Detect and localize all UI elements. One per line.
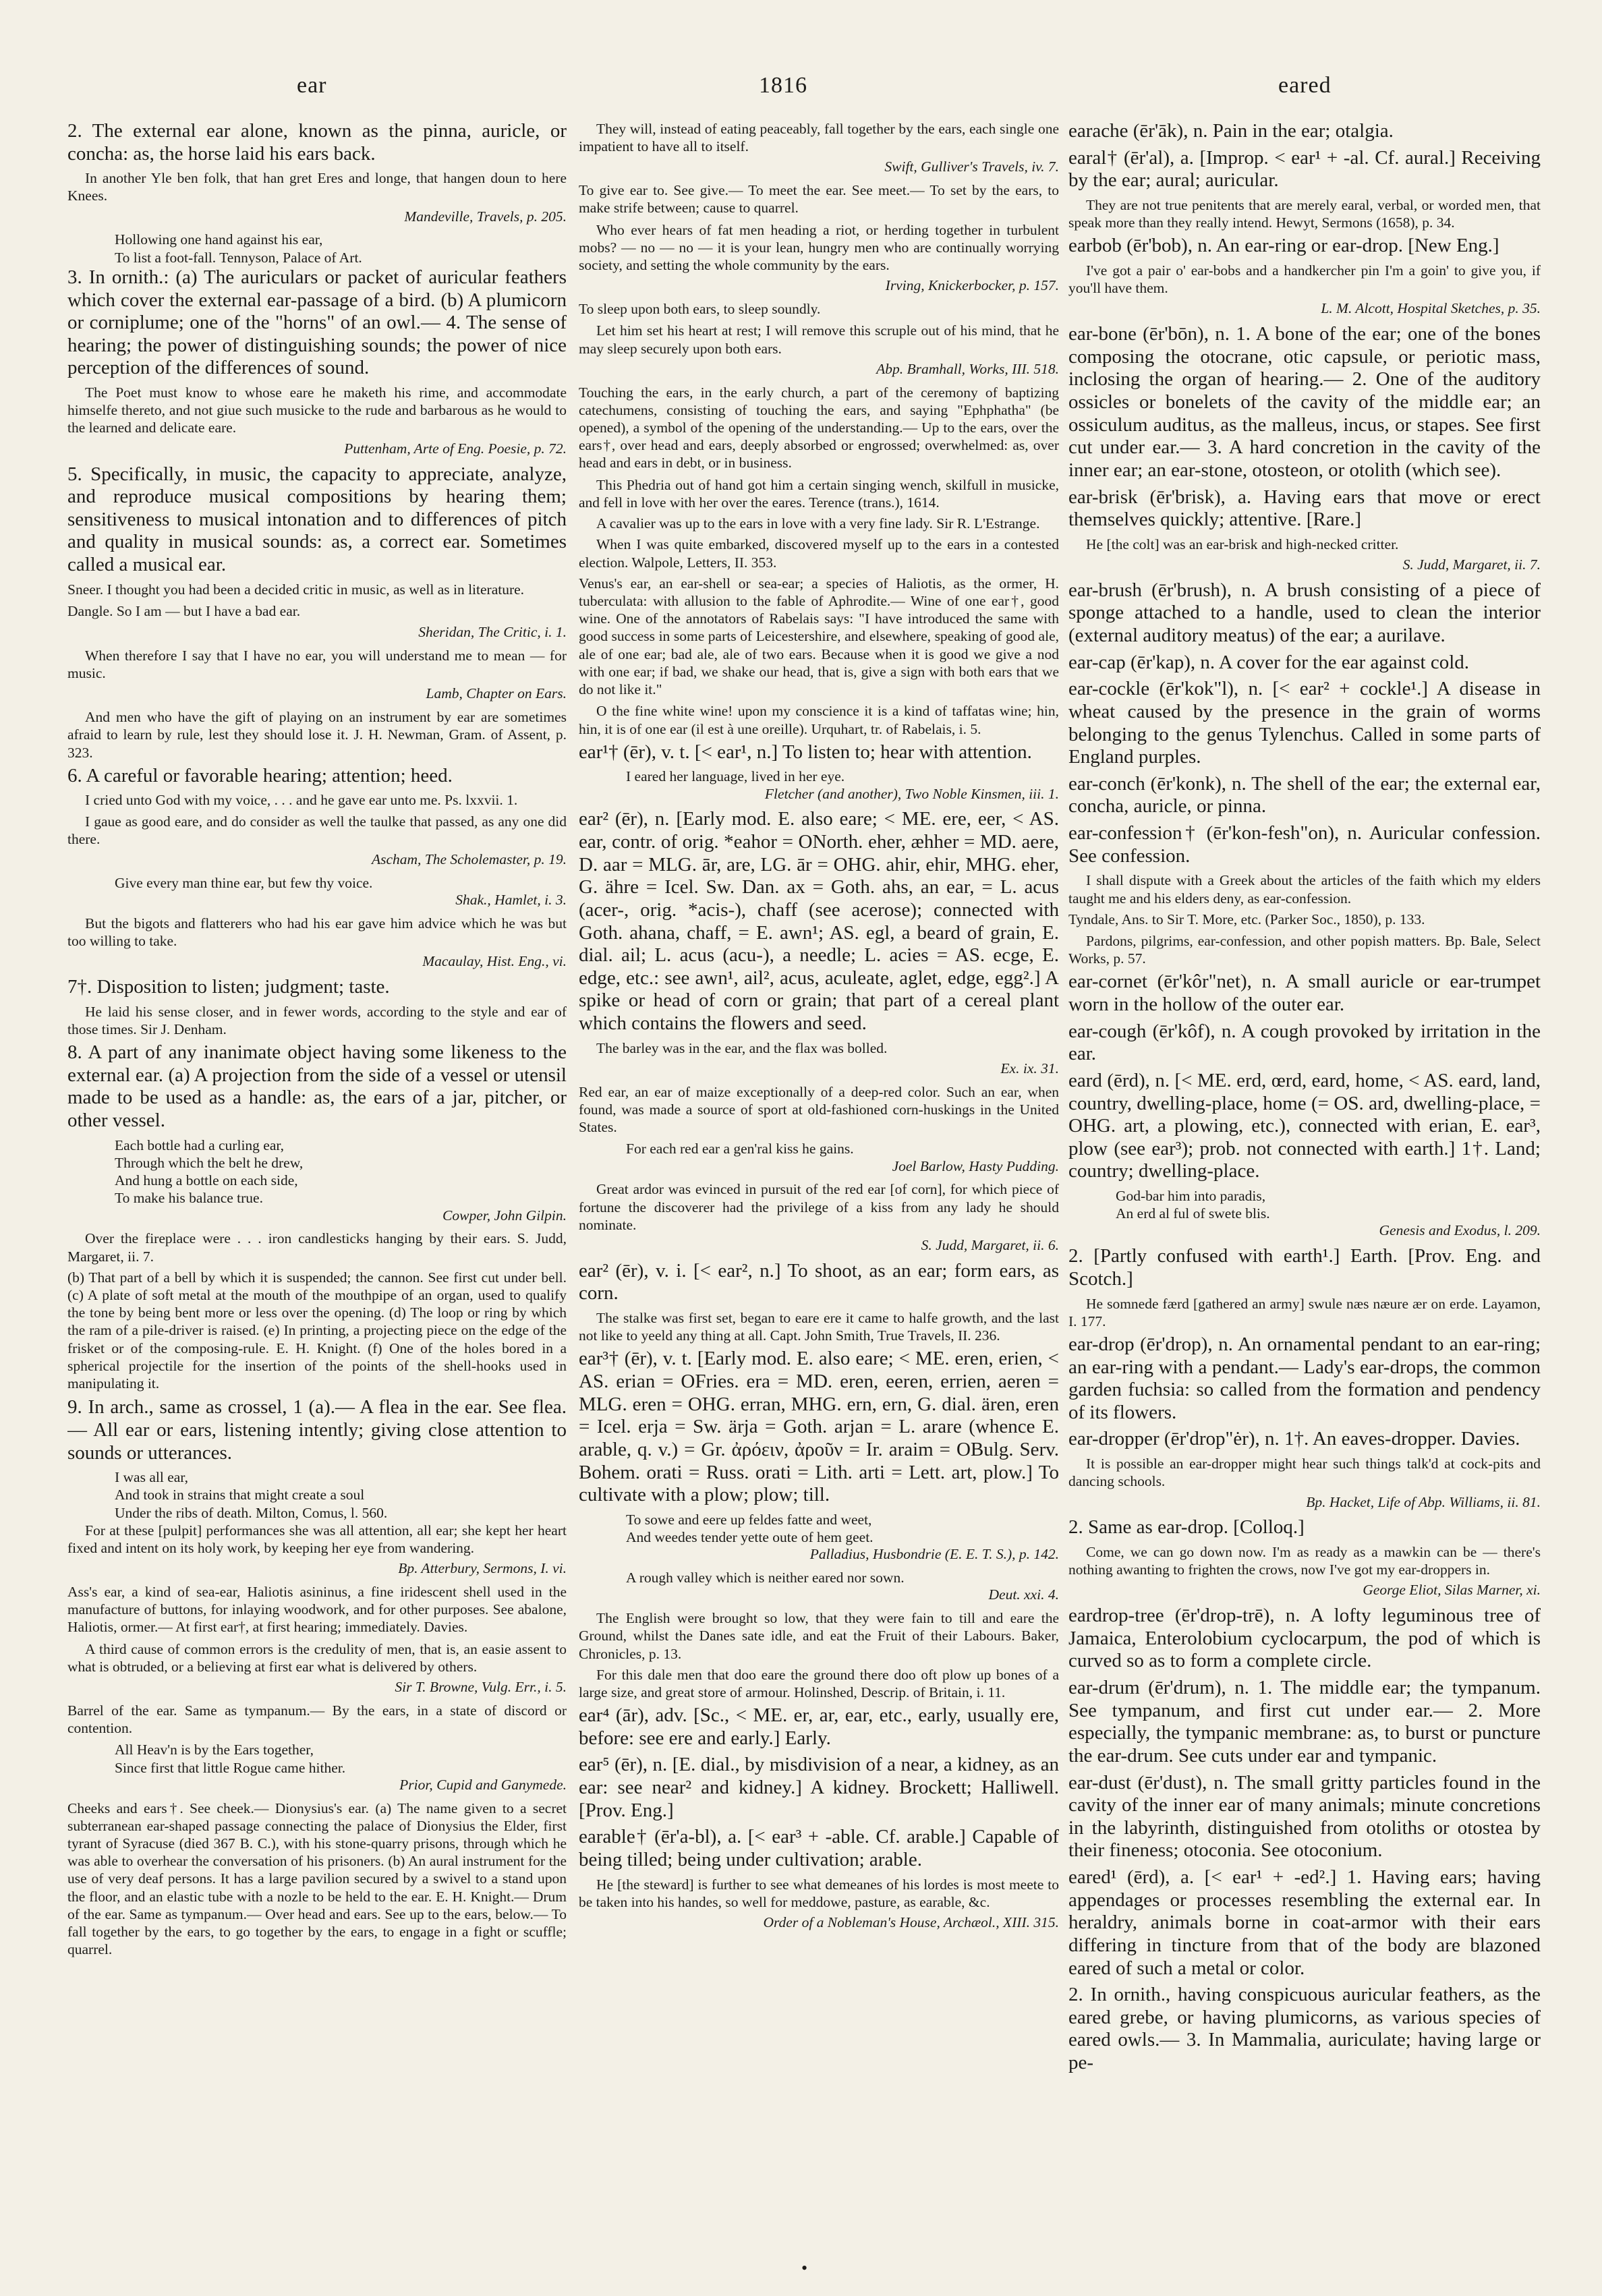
column-1-entry: ear³† (ēr), v. t. [Early mod. E. also eare; < ME. eren, erien, < AS. erian = OFries. era = MD. eren, eeren, errien, aeren = MLG. eren = OHG. erran, MHG. ern, ern, G. dial. ären, eren = Icel. erja = Sw. ärja = Goth. arjan = L. arare (whence E. arable, q. v.) = Gr. ἀρόειν, ἀροῦν = Ir. araim = OBulg. Serv. Bohem. orati = Russ. orati = Lith. arti = Lett. art, plow.] To cultivate with a plow; plow; till. bbox=[579, 1348, 1059, 1506]
column-0-citation: Bp. Atterbury, Sermons, I. vi. bbox=[398, 1560, 567, 1577]
column-0-entry: 3. In ornith.: (a) The auriculars or packet of auricular feathers which cover the external ear-passage of a bird. (b) A plumicorn or corniplume; one of the "horns" of an owl.— 4. The sense of hearing; the power of distinguishing sounds; the power of nice perception of the differences of sound. bbox=[67, 266, 567, 379]
column-1-quotation: For this dale men that doo eare the ground there doo oft plow up bones of a large size, and great store of armour. Holinshed, Descrip. of Britain, i. 11. bbox=[579, 1666, 1059, 1700]
column-2-entry: ear-cockle (ēr'kok"l), n. [< ear² + cockle¹.] A disease in wheat caused by the presence in the grain of worms belonging to the genus Tylenchus. Called in some parts of England purples. bbox=[1068, 678, 1541, 768]
column-0-citation: Puttenham, Arte of Eng. Poesie, p. 72. bbox=[344, 440, 567, 457]
column-2-entry: ear-confession† (ēr'kon-fesh"on), n. Auricular confession. See confession. bbox=[1068, 822, 1541, 867]
column-1-quotation: He [the steward] is further to see what demeanes of his lordes is most meete to be taken into his handes, so well for meddowe, pasture, as earable, &c. bbox=[579, 1876, 1059, 1910]
column-1-citation: Order of a Nobleman's House, Archæol., XIII. 315. bbox=[763, 1914, 1059, 1930]
column-1-verse-line: I eared her language, lived in her eye. bbox=[626, 768, 845, 785]
column-0-verse-line: Each bottle had a curling ear, bbox=[115, 1137, 285, 1153]
column-0-citation: Macaulay, Hist. Eng., vi. bbox=[422, 953, 567, 970]
column-0-entry: 5. Specifically, in music, the capacity to appreciate, analyze, and reproduce musical compositions by hearing them; sensitiveness to musical intonation and to differences of pitch and quality in musical sounds: as, a correct ear. Sometimes called a musical ear. bbox=[67, 463, 567, 575]
column-0-verse-line: I was all ear, bbox=[115, 1469, 188, 1486]
column-1-verse-line: For each red ear a gen'ral kiss he gains. bbox=[626, 1141, 854, 1157]
column-1-citation: Swift, Gulliver's Travels, iv. 7. bbox=[884, 159, 1059, 175]
column-1-citation: Joel Barlow, Hasty Pudding. bbox=[892, 1157, 1059, 1174]
column-1-quotation: This Phedria out of hand got him a certain singing wench, skilfull in musicke, and fell in love with her over the eares. Terence (trans.), 1614. bbox=[579, 476, 1059, 511]
column-1-quotation: The English were brought so low, that they were fain to till and eare the Ground, whilst the Danes sate idle, and eat the Fruit of their Labours. Baker, Chronicles, p. 13. bbox=[579, 1610, 1059, 1662]
column-0-quotation: I cried unto God with my voice, . . . and he gave ear unto me. Ps. lxxvii. 1. bbox=[85, 792, 518, 809]
column-0-verse-line: All Heav'n is by the Ears together, bbox=[115, 1742, 314, 1758]
column-0-quotation: And men who have the gift of playing on an instrument by ear are sometimes afraid to learn by rule, lest they should lose it. J. H. Newman, Gram. of Assent, p. 323. bbox=[67, 709, 567, 761]
column-2-quotation: Pardons, pilgrims, ear-confession, and other popish matters. Bp. Bale, Select Works, p. 57. bbox=[1068, 932, 1541, 967]
column-2-entry: ear-brush (ēr'brush), n. A brush consisting of a piece of sponge attached to a handle, used to clean the interior (external auditory meatus) of the ear; a aurilave. bbox=[1068, 579, 1541, 647]
column-0-citation: Sheridan, The Critic, i. 1. bbox=[418, 624, 567, 641]
column-1-quotation: Touching the ears, in the early church, a part of the ceremony of baptizing catechumens, consisting of touching the ears, and saying "Ephphatha" (be opened), a symbol of the opening of the understanding.— Up to the ears, over the ears†, over head and ears, deeply absorbed or engrossed; overwhelmed: as, over head and ears in debt, or in business. bbox=[579, 384, 1059, 471]
column-2-entry: 2. [Partly confused with earth¹.] Earth. [Prov. Eng. and Scotch.] bbox=[1068, 1245, 1541, 1290]
column-2-citation: L. M. Alcott, Hospital Sketches, p. 35. bbox=[1321, 300, 1541, 317]
column-1-citation: S. Judd, Margaret, ii. 6. bbox=[921, 1236, 1059, 1253]
column-2-entry: 2. Same as ear-drop. [Colloq.] bbox=[1068, 1516, 1305, 1539]
column-2-quotation: Come, we can go down now. I'm as ready as a mawkin can be — there's nothing awanting to frighten the crows, now I've got my ear-droppers in. bbox=[1068, 1543, 1541, 1578]
column-2-entry: ear-brisk (ēr'brisk), a. Having ears that move or erect themselves quickly; attentive. [Rare.] bbox=[1068, 486, 1541, 531]
column-0-verse-line: And hung a bottle on each side, bbox=[115, 1172, 298, 1189]
column-2-entry: earbob (ēr'bob), n. An ear-ring or ear-drop. [New Eng.] bbox=[1068, 235, 1499, 257]
column-1-entry: ear⁴ (ār), adv. [Sc., < ME. er, ar, ear, etc., early, usually ere, before: see ere and early.] Early. bbox=[579, 1704, 1059, 1749]
column-2-entry: ear-cough (ēr'kôf), n. A cough provoked by irritation in the ear. bbox=[1068, 1020, 1541, 1065]
column-0-quotation: But the bigots and flatterers who had his ear gave him advice which he was but too willing to take. bbox=[67, 915, 567, 950]
footer-mark: • bbox=[801, 2258, 808, 2278]
column-1-quotation: Let him set his heart at rest; I will remove this scruple out of his mind, that he may sleep securely upon both ears. bbox=[579, 322, 1059, 357]
column-1-quotation: Venus's ear, an ear-shell or sea-ear; a species of Haliotis, as the ormer, H. tuberculata: with allusion to the fable of Aphrodite.— Wine of one ear†, good wine. One of the annotators of Rabelais says: "I have introduced the same with good success in some parts of Leicestershire, and elsewhere, speaking of good ale, ale of one ear; bad ale, ale of two ears. Because when it is good we give a nod with one ear; if bad, we shake our head, that is, give a sign with both ears that we do not like it." bbox=[579, 575, 1059, 698]
column-2-citation: George Eliot, Silas Marner, xi. bbox=[1363, 1582, 1541, 1599]
column-0-quotation: Sneer. I thought you had been a decided critic in music, as well as in literature. bbox=[67, 581, 525, 598]
column-1-citation: Deut. xxi. 4. bbox=[988, 1586, 1059, 1603]
column-1-quotation: To sleep upon both ears, to sleep soundly. bbox=[579, 301, 821, 318]
column-1-verse-line: To sowe and eere up feldes fatte and weet, bbox=[626, 1511, 872, 1528]
column-0-quotation: A third cause of common errors is the credulity of men, that is, an easie assent to what is obtruded, or a believing at first ear what is delivered by others. bbox=[67, 1640, 567, 1675]
column-0-verse-line: To make his balance true. bbox=[115, 1190, 263, 1207]
column-2-citation: Bp. Hacket, Life of Abp. Williams, ii. 81. bbox=[1306, 1493, 1541, 1510]
column-0-verse-line: To list a foot-fall. Tennyson, Palace of Art. bbox=[115, 249, 362, 266]
column-1-quotation: They will, instead of eating peaceably, fall together by the ears, each single one impatient to have all to itself. bbox=[579, 121, 1059, 155]
column-1-quotation: When I was quite embarked, discovered myself up to the ears in a contested election. Walpole, Letters, II. 353. bbox=[579, 536, 1059, 571]
column-2-verse-line: God-bar him into paradis, bbox=[1116, 1188, 1266, 1205]
column-2-quotation: He [the colt] was an ear-brisk and high-necked critter. bbox=[1086, 536, 1399, 552]
column-0-quotation: The Poet must know to whose eare he maketh his rime, and accommodate himselfe thereto, and not giue such musicke to the rude and barbarous as he would to the learned and delicate eare. bbox=[67, 384, 567, 436]
column-0-verse-line: Hollowing one hand against his ear, bbox=[115, 231, 323, 248]
column-0-entry: 7†. Disposition to listen; judgment; taste. bbox=[67, 976, 390, 998]
column-0-quotation: Over the fireplace were . . . iron candlesticks hanging by their ears. S. Judd, Margaret, ii. 7. bbox=[67, 1230, 567, 1265]
column-1-citation: Palladius, Husbondrie (E. E. T. S.), p. 142. bbox=[809, 1546, 1059, 1563]
column-2-entry: ear-conch (ēr'konk), n. The shell of the ear; the external ear, concha, auricle, or pinna. bbox=[1068, 772, 1541, 817]
column-0-quotation: In another Yle ben folk, that han gret Eres and longe, that hangen doun to here Knees. bbox=[67, 170, 567, 204]
column-0-entry: 2. The external ear alone, known as the pinna, auricle, or concha: as, the horse laid his ears back. bbox=[67, 120, 567, 165]
column-1-citation: Abp. Bramhall, Works, III. 518. bbox=[876, 360, 1059, 377]
column-0-quotation: Barrel of the ear. Same as tympanum.— By the ears, in a state of discord or contention. bbox=[67, 1702, 567, 1737]
column-0-citation: Mandeville, Travels, p. 205. bbox=[404, 208, 567, 225]
column-1-verse-line: A rough valley which is neither eared nor sown. bbox=[626, 1570, 905, 1586]
column-2-entry: eard (ērd), n. [< ME. erd, œrd, eard, home, < AS. eard, land, country, dwelling-place, home (= OS. ard, dwelling-place, = OHG. art, a plowing, etc.), connected with erian, E. ear³, plow (see ear³); prob. not connected with earth.] 1†. Land; country; dwelling-place. bbox=[1068, 1069, 1541, 1182]
column-1-quotation: O the fine white wine! upon my conscience it is a kind of taffatas wine; hin, hin, it is of one ear (il est à une oreille). Urquhart, tr. of Rabelais, i. 5. bbox=[579, 703, 1059, 737]
column-0-entry: 9. In arch., same as crossel, 1 (a).— A flea in the ear. See flea.— All ear or ears, listening intently; giving close attention to sounds or utterances. bbox=[67, 1396, 567, 1464]
column-2-entry: ear-cornet (ēr'kôr"net), n. A small auricle or ear-trumpet worn in the hollow of the outer ear. bbox=[1068, 971, 1541, 1016]
column-0-verse-line: Since first that little Rogue came hither. bbox=[115, 1759, 346, 1776]
column-1-quotation: The stalke was first set, began to eare ere it came to halfe growth, and the last not like to yeeld any thing at all. Capt. John Smith, True Travels, II. 236. bbox=[579, 1310, 1059, 1344]
column-0-entry: 8. A part of any inanimate object having some likeness to the external ear. (a) A projection from the side of a vessel or utensil made to be used as a handle: as, the ears of a jar, pitcher, or other vessel. bbox=[67, 1041, 567, 1132]
column-0-quotation: Dangle. So I am — but I have a bad ear. bbox=[67, 602, 301, 619]
column-2-citation: S. Judd, Margaret, ii. 7. bbox=[1402, 556, 1541, 573]
column-2-entry: earache (ēr'āk), n. Pain in the ear; otalgia. bbox=[1068, 120, 1394, 142]
column-1-entry: ear¹† (ēr), v. t. [< ear¹, n.] To listen to; hear with attention. bbox=[579, 741, 1032, 763]
column-2-entry: ear-drop (ēr'drop), n. An ornamental pendant to an ear-ring; an ear-ring with a pendant.— Lady's ear-drops, the common garden fuchsia: so called from the formation and pendency of its flowers. bbox=[1068, 1333, 1541, 1423]
page-number: 1816 bbox=[759, 73, 807, 98]
column-1-entry: ear⁵ (ēr), n. [E. dial., by misdivision of a near, a kidney, as an ear: see near² and kidney.] A kidney. Brockett; Halliwell. [Prov. Eng.] bbox=[579, 1754, 1059, 1821]
column-0-citation: Cowper, John Gilpin. bbox=[442, 1207, 567, 1224]
column-1-citation: Ex. ix. 31. bbox=[1000, 1060, 1059, 1077]
column-0-entry: 6. A careful or favorable hearing; attention; heed. bbox=[67, 764, 453, 786]
header-right-guideword: eared bbox=[1278, 73, 1332, 98]
column-0-verse-line: Through which the belt he drew, bbox=[115, 1154, 304, 1171]
column-2-entry: ear-bone (ēr'bōn), n. 1. A bone of the ear; one of the bones composing the otocrane, otic capsule, or periotic mass, inclosing the organ of hearing.— 2. One of the auditory ossicles or bonelets of the cavity of the middle ear; an ossiculum auditus, as the malleus, incus, or stapes. See first cut under ear.— 3. A hard concretion in the cavity of the inner ear; an ear-stone, otosteon, or otolith (which see). bbox=[1068, 323, 1541, 481]
column-left bbox=[67, 120, 567, 2272]
column-1-quotation: Who ever hears of fat men heading a riot, or herding together in turbulent mobs? — no — no — it is your lean, hungry men who are continually worrying society, and setting the whole community by the ears. bbox=[579, 221, 1059, 274]
column-1-quotation: To give ear to. See give.— To meet the ear. See meet.— To set by the ears, to make strife between; cause to quarrel. bbox=[579, 182, 1059, 217]
column-0-quotation: Cheeks and ears†. See cheek.— Dionysius's ear. (a) The name given to a secret subterranean ear-shaped passage connecting the palace of Dionysius the Elder, first tyrant of Syracuse (died 367 B. C.), with his stone-quarry prisons, through which he was able to overhear the conversation of his prisoners. (b) An aural instrument for the use of very deaf persons. It has a large pavilion secured by a swivel to a stand upon the floor, and an elastic tube with a nozle to be held to the ear. E. H. Knight.— Drum of the ear. Same as tympanum.— Over head and ears. See up to the ears, below.— To fall together by the ears, to go together by the ears, to engage in a fight or scuffle; quarrel. bbox=[67, 1800, 567, 1958]
column-1-quotation: A cavalier was up to the ears in love with a very fine lady. Sir R. L'Estrange. bbox=[596, 515, 1040, 532]
running-header bbox=[0, 73, 1602, 113]
column-1-quotation: The barley was in the ear, and the flax was bolled. bbox=[596, 1039, 888, 1056]
column-2-entry: earal† (ēr'al), a. [Improp. < ear¹ + -al. Cf. aural.] Receiving by the ear; aural; auricular. bbox=[1068, 146, 1541, 192]
column-0-citation: Sir T. Browne, Vulg. Err., i. 5. bbox=[395, 1679, 567, 1696]
header-left-guideword: ear bbox=[297, 73, 327, 98]
column-2-quotation: I shall dispute with a Greek about the articles of the faith which my elders taught me and his elders deny, as ear-confession. bbox=[1068, 872, 1541, 907]
column-0-citation: Prior, Cupid and Ganymede. bbox=[399, 1776, 567, 1793]
column-0-quotation: I gaue as good eare, and do consider as well the taulke that passed, as any one did there. bbox=[67, 813, 567, 847]
column-0-quotation: When therefore I say that I have no ear, you will understand me to mean — for music. bbox=[67, 647, 567, 682]
column-0-citation: Lamb, Chapter on Ears. bbox=[426, 685, 567, 702]
column-1-quotation: Red ear, an ear of maize exceptionally of a deep-red color. Such an ear, when found, was made a source of sport at old-fashioned corn-huskings in the United States. bbox=[579, 1083, 1059, 1136]
column-0-citation: Ascham, The Scholemaster, p. 19. bbox=[371, 851, 567, 868]
column-0-quotation: For at these [pulpit] performances she was all attention, all ear; she kept her heart fixed and intent on its holy work, by keeping her eye from wandering. bbox=[67, 1522, 567, 1557]
column-2-quotation: He somnede færd [gathered an army] swule næs næure ær on erde. Layamon, I. 177. bbox=[1068, 1295, 1541, 1329]
column-0-quotation: He laid his sense closer, and in fewer words, according to the style and ear of those times. Sir J. Denham. bbox=[67, 1003, 567, 1037]
column-2-verse-line: An erd al ful of swete blis. bbox=[1116, 1205, 1270, 1222]
column-2-quotation: I've got a pair o' ear-bobs and a handkercher pin I'm a goin' to give you, if you'll have them. bbox=[1068, 262, 1541, 297]
column-0-citation: Shak., Hamlet, i. 3. bbox=[455, 892, 567, 909]
column-1-citation: Fletcher (and another), Two Noble Kinsmen, iii. 1. bbox=[764, 785, 1059, 802]
column-2-entry: eared¹ (ērd), a. [< ear¹ + -ed².] 1. Having ears; having appendages or processes resembling the external ear. In heraldry, animals borne in coat-armor with their ears differing in tincture from that of the body are blazoned eared of such a metal or color. bbox=[1068, 1866, 1541, 1979]
column-2-entry: ear-drum (ēr'drum), n. 1. The middle ear; the tympanum. See tympanum, and first cut under ear.— 2. More especially, the tympanic membrane: as, to burst or puncture the ear-drum. See cuts under ear and tympanic. bbox=[1068, 1677, 1541, 1767]
column-1-entry: ear² (ēr), n. [Early mod. E. also eare; < ME. ere, eer, < AS. ear, contr. of orig. *eahor = ONorth. eher, æhher = MD. aere, D. aar = MLG. ār, are, LG. ār = OHG. ahir, ehir, MHG. eher, G. ähre = Icel. Sw. Dan. ax = Goth. ahs, an ear, = L. acus (acer-, orig. *acis-), chaff (see acerose); connected with Goth. ahana, chaff, = E. awn¹; AS. egl, a beard of grain, E. dial. ail; L. acus (acu-), a needle; L. acies = AS. ecge, E. edge, etc.: see awn¹, ail², acus, aculeate, aglet, edge, egg².] A spike or head of corn or grain; that part of a cereal plant which contains the flowers and seed. bbox=[579, 808, 1059, 1034]
column-1-citation: Irving, Knickerbocker, p. 157. bbox=[885, 277, 1059, 294]
column-0-quotation: Ass's ear, a kind of sea-ear, Haliotis asininus, a fine iridescent shell used in the manufacture of buttons, for inlaying woodwork, and for other purposes. See abalone, Haliotis, ormer.— At first ear†, at first hearing; immediately. Davies. bbox=[67, 1584, 567, 1636]
column-2-quotation: They are not true penitents that are merely earal, verbal, or worded men, that speak more than they really intend. Hewyt, Sermons (1658), p. 34. bbox=[1068, 196, 1541, 231]
column-1-verse-line: And weedes tender yette oute of hem geet. bbox=[626, 1529, 874, 1546]
column-2-entry: eardrop-tree (ēr'drop-trē), n. A lofty leguminous tree of Jamaica, Enterolobium cyclocarpum, the pod of which is curved so as to form a complete circle. bbox=[1068, 1605, 1541, 1672]
column-1-quotation: Great ardor was evinced in pursuit of the red ear [of corn], for which piece of fortune the discoverer had the privilege of a kiss from any lady he should nominate. bbox=[579, 1181, 1059, 1233]
column-middle bbox=[579, 120, 1059, 2272]
column-2-quotation: Tyndale, Ans. to Sir T. More, etc. (Parker Soc., 1850), p. 133. bbox=[1068, 911, 1425, 927]
column-1-entry: ear² (ēr), v. i. [< ear², n.] To shoot, as an ear; form ears, as corn. bbox=[579, 1259, 1059, 1304]
column-2-entry: ear-dropper (ēr'drop"ėr), n. 1†. An eaves-dropper. Davies. bbox=[1068, 1428, 1520, 1450]
column-2-entry: ear-dust (ēr'dust), n. The small gritty particles found in the cavity of the inner ear of many animals; minute concretions in the labyrinth, distinguished from otoliths or otosteа by their fineness; otoconia. See otoconium. bbox=[1068, 1771, 1541, 1862]
column-2-entry: 2. In ornith., having conspicuous auricular feathers, as the eared grebe, or having plumicorns, as various species of eared owls.— 3. In Mammalia, auriculate; having large or pe- bbox=[1068, 1984, 1541, 2074]
column-0-verse-line: And took in strains that might create a soul bbox=[115, 1487, 365, 1503]
column-1-entry: earable† (ēr'a-bl), a. [< ear³ + -able. Cf. arable.] Capable of being tilled; being under cultivation; arable. bbox=[579, 1826, 1059, 1870]
column-0-verse-line: Give every man thine ear, but few thy voice. bbox=[115, 874, 373, 891]
column-2-quotation: It is possible an ear-dropper might hear such things talk'd at cock-pits and dancing schools. bbox=[1068, 1456, 1541, 1490]
column-2-citation: Genesis and Exodus, l. 209. bbox=[1379, 1222, 1541, 1239]
column-2-entry: ear-cap (ēr'kap), n. A cover for the ear against cold. bbox=[1068, 651, 1470, 673]
column-0-verse-line: Under the ribs of death. Milton, Comus, l. 560. bbox=[115, 1504, 388, 1521]
column-0-quotation: (b) That part of a bell by which it is suspended; the cannon. See first cut under bell. (c) A plate of soft metal at the mouth of the mouthpipe of an organ, used to qualify the tone by being bent more or less over the opening. (d) The loop or ring by which the ram of a pile-driver is raised. (e) In printing, a projecting piece on the edge of the frisket or of the composing-rule. E. H. Knight. (f) One of the holes bored in a spherical projectile for the insertion of the points of the shell-hooks used in manipulating it. bbox=[67, 1269, 567, 1392]
column-right bbox=[1068, 120, 1541, 2272]
